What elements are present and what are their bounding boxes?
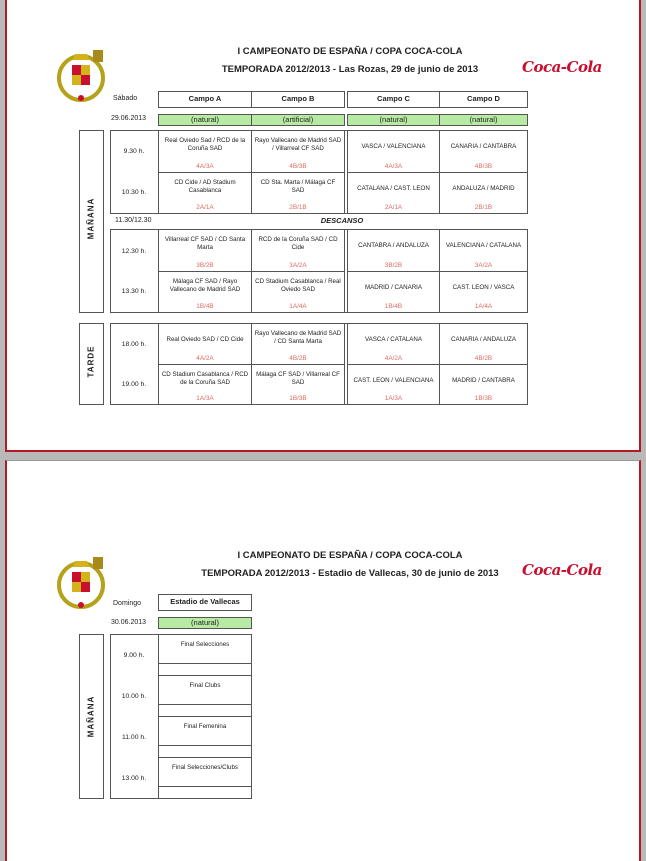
session-label-afternoon: TARDE xyxy=(86,345,96,378)
page-title: I CAMPEONATO DE ESPAÑA / COPA COCA-COLA xyxy=(237,550,463,561)
match-cell xyxy=(439,364,528,405)
match-ref: 4A/2A xyxy=(196,355,214,362)
match-cell xyxy=(158,172,252,214)
match-cell xyxy=(347,130,440,173)
match-teams: VALENCIANA / CATALANA xyxy=(445,242,522,249)
field-header-d: Campo D xyxy=(439,91,528,108)
match-ref: 1A/3A xyxy=(384,395,403,402)
time-slot: 18.00 h. xyxy=(121,341,147,348)
row-divider xyxy=(159,786,251,787)
session-label-morning: MAÑANA xyxy=(86,695,96,738)
match-cell xyxy=(439,271,528,313)
surface-b: (artificial) xyxy=(251,114,345,126)
match-teams: Final Femenina xyxy=(183,723,227,730)
match-teams: CD Cide / AD Stadium Casablanca xyxy=(174,179,236,194)
match-teams: CANTABRA / ANDALUZA xyxy=(358,242,429,249)
match-ref: 3B/2B xyxy=(384,262,403,269)
match-ref: 1A/4A xyxy=(474,303,493,310)
match-teams: RCD de la Coruña SAD / CD Cide xyxy=(258,236,338,251)
field-header-b: Campo B xyxy=(251,91,345,108)
match-teams: Final Clubs xyxy=(189,682,221,689)
match-cell xyxy=(439,229,528,272)
coca-cola-logo: Coca-Cola xyxy=(522,58,602,76)
match-ref: 1A/4A xyxy=(289,303,307,310)
day-label: Sábado xyxy=(113,95,138,102)
match-ref: 3B/2B xyxy=(196,262,214,269)
match-cell xyxy=(158,323,252,365)
match-cell xyxy=(439,130,528,173)
match-teams: CAST. LEON / VALENCIANA xyxy=(353,377,434,384)
time-slot: 13.30 h. xyxy=(121,288,147,295)
match-cell xyxy=(158,229,252,272)
schedule-page-sunday xyxy=(5,460,641,861)
page-subtitle: TEMPORADA 2012/2013 - Estadio de Vallecas, 30 de junio de 2013 xyxy=(201,568,499,579)
surface-c: (natural) xyxy=(347,114,440,126)
time-slot: 11.00 h. xyxy=(121,734,147,741)
match-cell xyxy=(347,271,440,313)
match-ref: 4A/3A xyxy=(196,163,214,170)
time-slot: 19.00 h. xyxy=(121,381,147,388)
match-ref: 3A/2A xyxy=(289,262,307,269)
match-teams: CD Stadium Casablanca / Real Oviedo SAD xyxy=(255,278,341,293)
match-cell xyxy=(158,130,252,173)
match-ref: 4B/3B xyxy=(474,163,493,170)
match-cell xyxy=(439,323,528,365)
match-cell xyxy=(251,323,345,365)
match-ref: 1B/4B xyxy=(384,303,403,310)
match-teams: Final Selecciones/Clubs xyxy=(171,764,239,771)
field-header-c: Campo C xyxy=(347,91,440,108)
time-slot: 12.30 h. xyxy=(121,248,147,255)
session-label-morning: MAÑANA xyxy=(86,197,96,240)
match-ref: 1B/3B xyxy=(474,395,493,402)
surface: (natural) xyxy=(158,617,252,629)
match-teams: Rayo Vallecano de Madrid SAD / Villarreal CF SAD xyxy=(254,137,342,152)
match-teams: Málaga CF SAD / Villarreal CF SAD xyxy=(256,371,340,386)
field-header-a: Campo A xyxy=(158,91,252,108)
match-cell xyxy=(347,323,440,365)
federation-crest-logo xyxy=(53,42,115,108)
match-ref: 2A/1A xyxy=(384,204,403,211)
match-cell xyxy=(347,364,440,405)
match-teams: CATALANA / CAST. LEON xyxy=(357,185,430,192)
match-cell xyxy=(158,364,252,405)
match-cell xyxy=(251,172,345,214)
break-time: 11.30/12.30 xyxy=(115,217,152,224)
match-teams: Real Oviedo Sad / RCD de la Coruña SAD xyxy=(164,137,246,152)
row-divider xyxy=(159,745,251,746)
surface-d: (natural) xyxy=(439,114,528,126)
match-teams: ANDALUZA / MADRID xyxy=(452,185,515,192)
match-cell xyxy=(158,634,252,676)
match-cell xyxy=(158,716,252,758)
match-teams: VASCA / CATALANA xyxy=(364,336,423,343)
match-teams: MADRID / CANARIA xyxy=(364,284,423,291)
match-teams: Final Selecciones xyxy=(180,641,230,648)
match-cell xyxy=(158,675,252,717)
row-divider xyxy=(159,663,251,664)
match-ref: 2A/1A xyxy=(196,204,214,211)
break-label: DESCANSO xyxy=(320,216,364,225)
match-ref: 2B/1B xyxy=(289,204,307,211)
time-slot: 10.30 h. xyxy=(121,189,147,196)
match-ref: 4A/2A xyxy=(384,355,403,362)
time-slot: 9.30 h. xyxy=(123,148,145,155)
row-divider xyxy=(159,704,251,705)
match-ref: 4B/2B xyxy=(474,355,493,362)
time-slot: 10.00 h. xyxy=(121,693,147,700)
match-teams: Real Oviedo SAD / CD Cide xyxy=(166,336,244,343)
match-ref: 1B/4B xyxy=(196,303,214,310)
match-cell xyxy=(251,364,345,405)
match-cell xyxy=(158,271,252,313)
match-teams: CANARIA / CANTABRA xyxy=(450,143,517,150)
match-ref: 2B/1B xyxy=(474,204,493,211)
match-teams: Rayo Vallecano de Madrid SAD / CD Santa Marta xyxy=(254,330,342,345)
match-ref: 4B/3B xyxy=(289,163,307,170)
match-cell xyxy=(158,757,252,799)
day-label: Domingo xyxy=(113,600,142,607)
date-label: 30.06.2013 xyxy=(111,619,147,626)
match-cell xyxy=(251,271,345,313)
field-header: Estadio de Vallecas xyxy=(158,594,252,611)
page-title: I CAMPEONATO DE ESPAÑA / COPA COCA-COLA xyxy=(237,46,463,57)
time-slot: 9.00 h. xyxy=(123,652,145,659)
match-teams: CD Stadium Casablanca / RCD de la Coruña SAD xyxy=(161,371,249,386)
match-teams: CANARIA / ANDALUZA xyxy=(451,336,516,343)
match-teams: MADRID / CANTABRA xyxy=(452,377,515,384)
page-subtitle: TEMPORADA 2012/2013 - Las Rozas, 29 de junio de 2013 xyxy=(221,64,479,75)
schedule-page-saturday xyxy=(5,0,641,452)
match-ref: 4A/3A xyxy=(384,163,403,170)
coca-cola-logo: Coca-Cola xyxy=(522,561,602,579)
match-cell xyxy=(439,172,528,214)
match-teams: Villarreal CF SAD / CD Santa Marta xyxy=(164,236,246,251)
match-cell xyxy=(347,172,440,214)
match-cell xyxy=(347,229,440,272)
match-ref: 1B/3B xyxy=(289,395,307,402)
federation-crest-logo xyxy=(53,549,115,615)
match-ref: 3A/2A xyxy=(474,262,493,269)
match-teams: Málaga CF SAD / Rayo Vallecano de Madrid SAD xyxy=(169,278,241,293)
match-ref: 4B/2B xyxy=(289,355,307,362)
match-teams: VASCA / VALENCIANA xyxy=(361,143,426,150)
time-slot: 13.00 h. xyxy=(121,775,147,782)
match-ref: 1A/3A xyxy=(196,395,214,402)
match-cell xyxy=(251,130,345,173)
surface-a: (natural) xyxy=(158,114,252,126)
match-teams: CD Sta. Marta / Málaga CF SAD xyxy=(260,179,336,194)
match-teams: CAST. LEON / VASCA xyxy=(452,284,515,291)
match-cell xyxy=(251,229,345,272)
date-label: 29.06.2013 xyxy=(111,115,147,122)
